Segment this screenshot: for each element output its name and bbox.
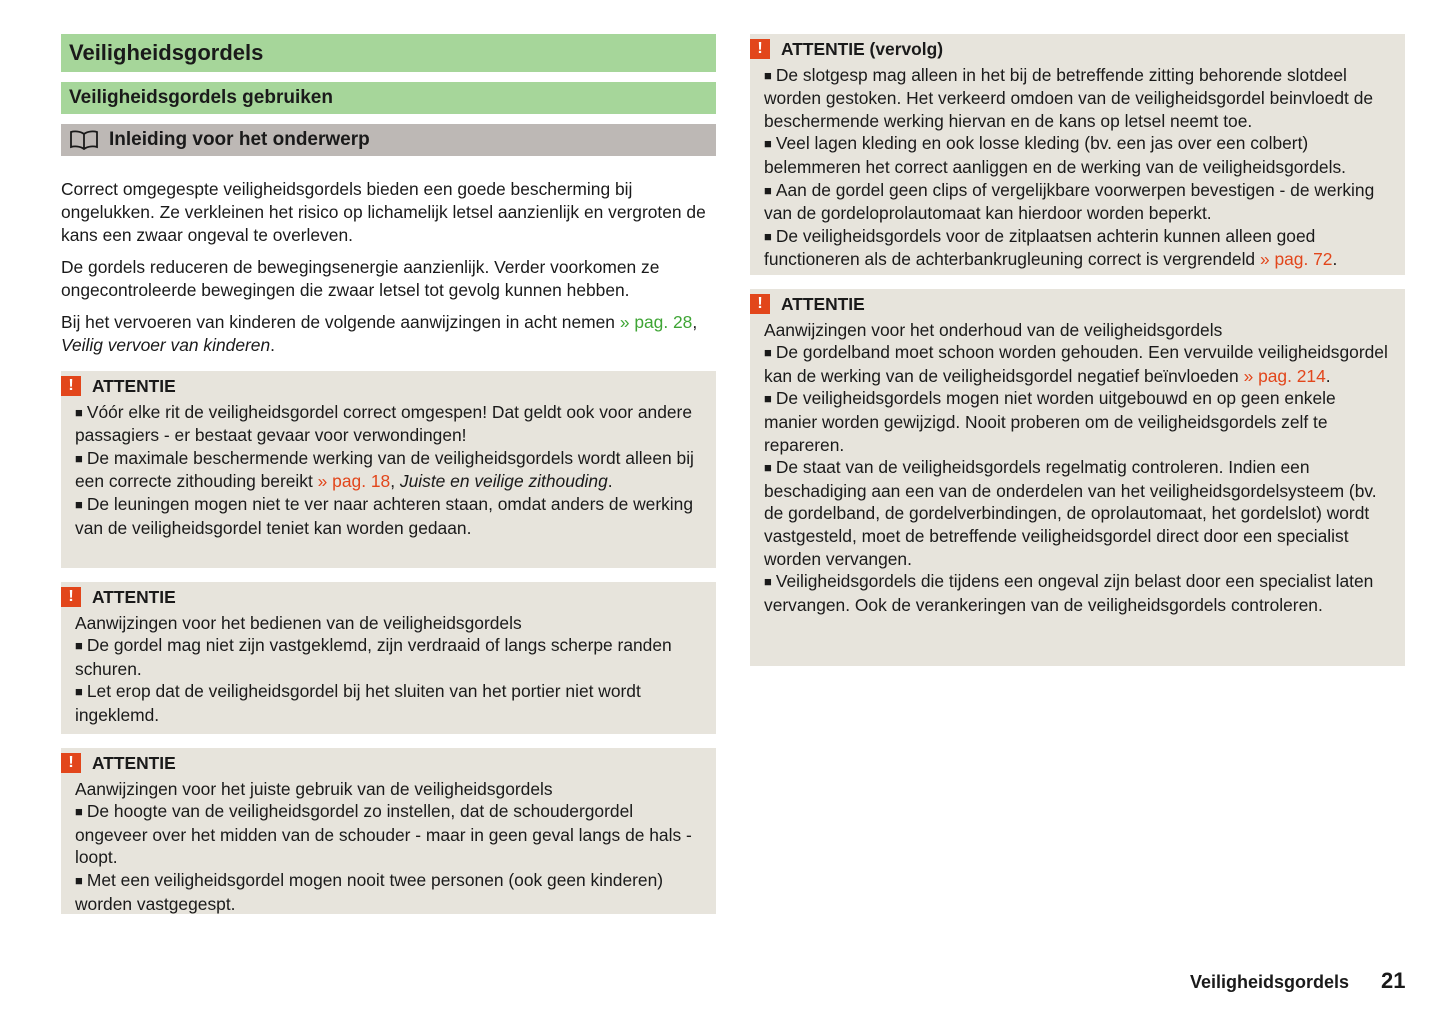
warning-header: [750, 38, 1393, 61]
section-heading: Veiligheidsgordels gebruiken: [61, 82, 716, 114]
intro-paragraph-1: Correct omgegespte veiligheidsgordels bieden een goede bescherming bij ongelukken. Ze verkleinen het risico op lichamelijk letsel aanzienlijk en vergroten de kans een zwaar ongeval te overleven.: [61, 179, 706, 245]
warning-item: ■ Vóór elke rit de veiligheidsgordel correct omgespen! Dat geldt ook voor andere passagiers - er bestaat gevaar voor verwondingen!: [75, 401, 693, 446]
warning-box: [61, 371, 716, 568]
warning-header: [61, 586, 704, 609]
warning-item: ■ Met een veiligheidsgordel mogen nooit twee personen (ook geen kinderen) worden vastgegespt.: [75, 869, 664, 914]
warning-intro: Aanwijzingen voor het onderhoud van de veiligheidsgordels: [764, 319, 1223, 340]
warning-header: [61, 752, 704, 775]
footer-section-title: Veiligheidsgordels: [1190, 972, 1350, 992]
page-link-18[interactable]: » pag. 18: [317, 471, 391, 492]
warning-item: ■ De slotgesp mag alleen in het bij de betreffende zitting behorende slotdeel worden gestoken. Het verkeerd omdoen van de veiligheidsgordel beinvloedt de beschermende werking hiervan en de kans op letsel neemt toe.: [764, 64, 1374, 131]
warning-item: ■ De veiligheidsgordels voor de zitplaatsen achterin kunnen alleen goed functioneren als de achterbankrugleuning correct is vergrendeld » pag. 72.: [764, 225, 1338, 270]
page-link-72[interactable]: » pag. 72: [1259, 249, 1333, 270]
page-link-214[interactable]: » pag. 214: [1243, 365, 1326, 386]
warning-title: ATTENTIE: [92, 587, 176, 607]
page-link-28[interactable]: » pag. 28: [619, 312, 693, 332]
warning-header: [750, 293, 1393, 316]
warning-item: ■ De leuningen mogen niet te ver naar achteren staan, omdat anders de werking van de veiligheidsgordel teniet kan worden gedaan.: [75, 493, 694, 538]
warning-intro: Aanwijzingen voor het bedienen van de veiligheidsgordels: [75, 612, 522, 633]
intro-paragraph-2: De gordels reduceren de bewegingsenergie aanzienlijk. Verder voorkomen ze ongecontroleerde bewegingen die zwaar letsel tot gevolg kunnen hebben.: [61, 257, 660, 300]
page-number: 21: [1381, 968, 1406, 993]
reference-title: Juiste en veilige zithouding: [399, 471, 608, 492]
warning-box: [750, 289, 1405, 666]
warning-item: ■ Aan de gordel geen clips of vergelijkbare voorwerpen bevestigen - de werking van de gordeloprolautomaat kan hierdoor worden beperkt.: [764, 179, 1375, 224]
warning-box: [750, 34, 1405, 275]
warning-item: ■ De gordel mag niet zijn vastgeklemd, zijn verdraaid of langs scherpe randen schuren.: [75, 635, 672, 679]
warning-intro: Aanwijzingen voor het juiste gebruik van de veiligheidsgordels: [75, 778, 553, 799]
warning-icon: !: [61, 753, 81, 773]
book-icon: [69, 130, 99, 150]
warning-title: ATTENTIE: [92, 376, 176, 396]
warning-item: ■ De staat van de veiligheidsgordels regelmatig controleren. Indien een beschadiging aan een van de onderdelen van het veiligheidsgordelsysteem (bv. de gordelband, de gordelverbindingen, de oprolautomaat, het gordelslot) wordt vastgesteld, moet de betreffende veiligheidsgordel direct door een specialist worden vervangen.: [764, 457, 1377, 569]
warning-title: ATTENTIE: [781, 294, 865, 314]
warning-header: [61, 375, 704, 398]
warning-item: ■ Veiligheidsgordels die tijdens een ongeval zijn belast door een specialist laten vervangen. Ook de verankeringen van de veiligheidsgordels controleren.: [764, 571, 1374, 615]
warning-item: ■ De hoogte van de veiligheidsgordel zo instellen, dat de schoudergordel ongeveer over het midden van de schouder - maar in geen geval langs de hals - loopt.: [75, 801, 692, 868]
subsection-heading: [61, 124, 716, 156]
subsection-heading-label: Inleiding voor het onderwerp: [109, 129, 370, 150]
intro-paragraph-3-text: Bij het vervoeren van kinderen de volgende aanwijzingen in acht nemen: [61, 312, 615, 332]
warning-item: ■ De gordelband moet schoon worden gehouden. Een vervuilde veiligheidsgordel kan de werking van de veiligheidsgordel negatief beïnvloeden » pag. 214.: [764, 342, 1388, 386]
reference-title: Veilig vervoer van kinderen: [61, 335, 271, 355]
warning-icon: !: [750, 294, 770, 314]
warning-item: ■ Let erop dat de veiligheidsgordel bij het sluiten van het portier niet wordt ingeklemd.: [75, 681, 641, 725]
warning-title: ATTENTIE: [92, 753, 176, 773]
warning-title: ATTENTIE (vervolg): [781, 39, 944, 59]
warning-box: [61, 748, 716, 914]
warning-icon: !: [61, 587, 81, 607]
warning-item: ■ De veiligheidsgordels mogen niet worden uitgebouwd en op geen enkele manier worden gewijzigd. Nooit proberen om de veiligheidsgordels zelf te repareren.: [764, 388, 1336, 455]
warning-icon: !: [61, 376, 81, 396]
warning-item: ■ De maximale beschermende werking van de veiligheidsgordels wordt alleen bij een correcte zithouding bereikt » pag. 18, Juiste en veilige zithouding.: [75, 447, 694, 492]
warning-box: [61, 582, 716, 734]
chapter-heading: Veiligheidsgordels: [61, 34, 716, 72]
intro-text: [61, 178, 716, 366]
intro-paragraph-3: Bij het vervoeren van kinderen de volgende aanwijzingen in acht nemen » pag. 28, Veilig vervoer van kinderen.: [61, 312, 698, 355]
warning-item: ■ Veel lagen kleding en ook losse kleding (bv. een jas over een colbert) belemmeren het correct aanliggen en de werking van de veiligheidsgordels.: [764, 133, 1346, 177]
warning-icon: !: [750, 39, 770, 59]
